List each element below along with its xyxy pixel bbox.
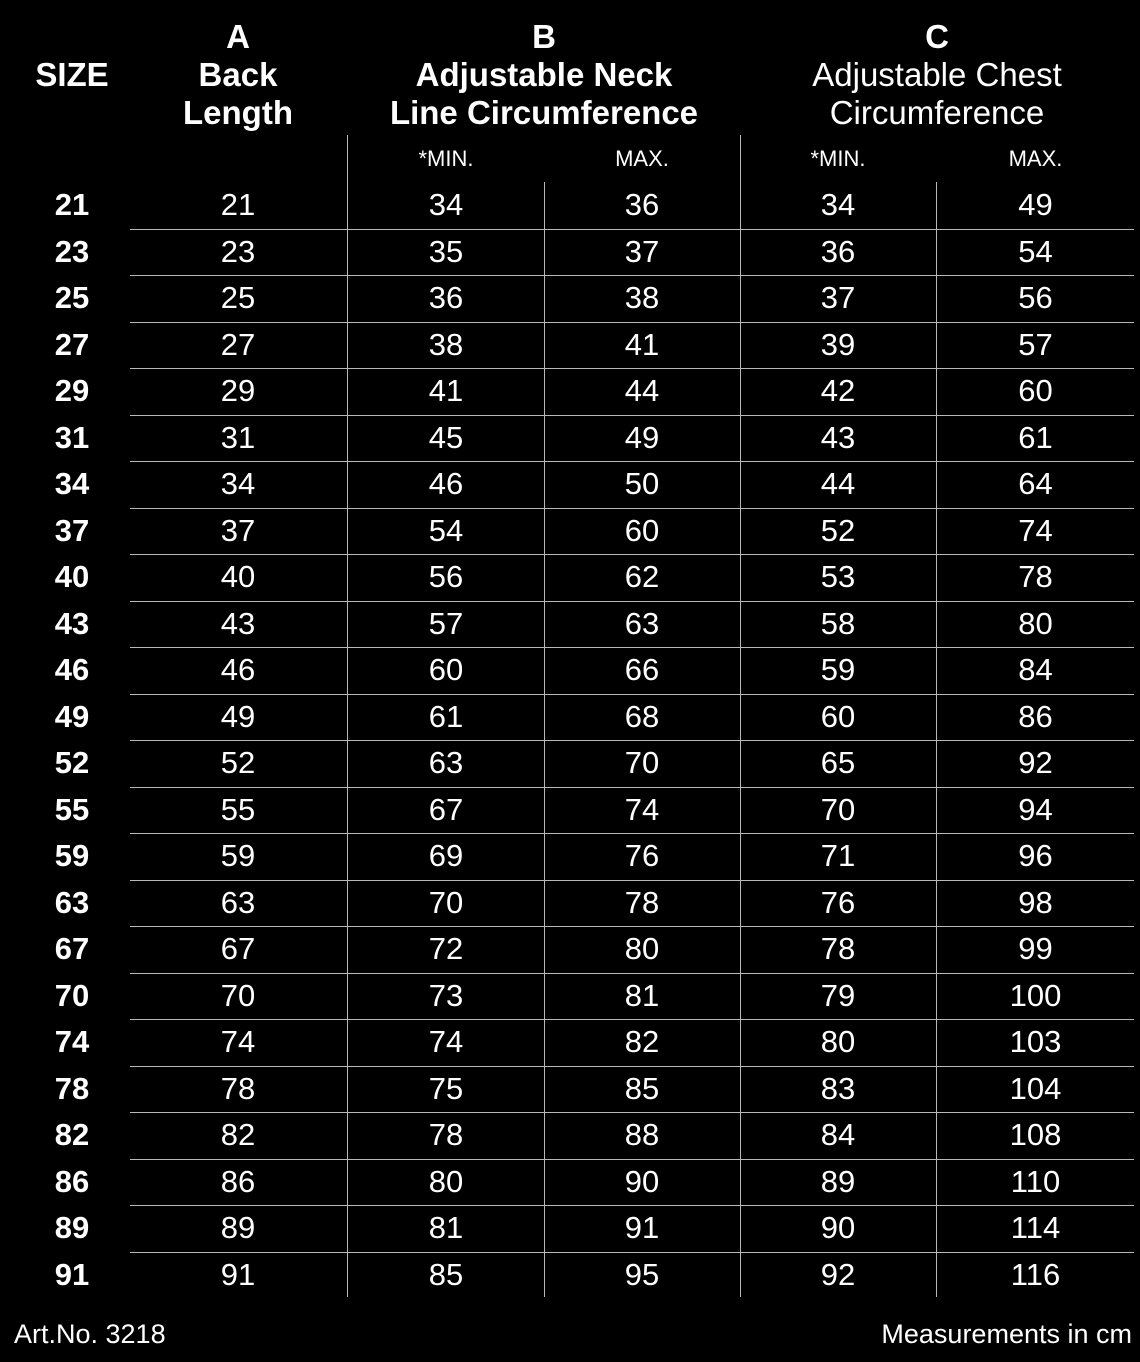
neck-max-cell: 49 xyxy=(624,419,660,455)
neck-max-cell: 44 xyxy=(624,373,660,408)
table-row xyxy=(0,1019,1140,1066)
header-b-line2: Line Circumference xyxy=(389,94,699,131)
table-row xyxy=(0,694,1140,741)
back-length-cell: 63 xyxy=(220,884,256,920)
chest-max-cell: 92 xyxy=(1018,745,1053,780)
size-cell: 23 xyxy=(54,233,90,269)
table-row xyxy=(0,647,1140,694)
size-cell: 49 xyxy=(54,698,90,734)
neck-min-cell: 35 xyxy=(428,233,464,269)
size-cell: 78 xyxy=(54,1070,90,1106)
chest-min-cell: 84 xyxy=(820,1117,856,1152)
measurement-units: Measurements in cm xyxy=(881,1319,1132,1349)
chest-min-cell: 44 xyxy=(820,466,856,501)
subheader-b-max: MAX. xyxy=(615,146,669,171)
neck-min-cell: 38 xyxy=(428,326,464,362)
chest-max-cell: 114 xyxy=(1010,1210,1061,1245)
chest-max-cell: 96 xyxy=(1018,838,1053,873)
chest-min-cell: 65 xyxy=(820,745,856,780)
table-row xyxy=(0,880,1140,927)
chest-max-cell: 86 xyxy=(1018,698,1053,734)
neck-min-cell: 36 xyxy=(428,280,464,315)
neck-max-cell: 38 xyxy=(624,280,660,315)
chest-min-cell: 37 xyxy=(820,280,856,315)
neck-min-cell: 56 xyxy=(428,559,464,594)
neck-max-cell: 60 xyxy=(624,512,660,548)
table-row xyxy=(0,833,1140,880)
neck-min-cell: 34 xyxy=(428,187,464,222)
chest-min-cell: 43 xyxy=(820,419,856,455)
size-cell: 52 xyxy=(54,745,90,780)
size-cell: 55 xyxy=(54,791,90,827)
neck-max-cell: 36 xyxy=(624,187,660,222)
neck-min-cell: 61 xyxy=(428,698,464,734)
chest-min-cell: 90 xyxy=(820,1210,856,1245)
chest-max-cell: 49 xyxy=(1018,187,1053,222)
chest-min-cell: 76 xyxy=(820,884,856,920)
chest-max-cell: 80 xyxy=(1018,605,1053,641)
chest-max-cell: 84 xyxy=(1018,652,1053,687)
size-cell: 67 xyxy=(54,931,90,966)
neck-max-cell: 90 xyxy=(624,1163,660,1199)
neck-max-cell: 82 xyxy=(624,1024,660,1059)
neck-max-cell: 37 xyxy=(624,233,660,269)
table-row xyxy=(0,554,1140,601)
size-cell: 40 xyxy=(54,559,90,594)
neck-max-cell: 80 xyxy=(624,931,660,966)
back-length-cell: 27 xyxy=(220,326,256,362)
chest-max-cell: 116 xyxy=(1010,1256,1061,1292)
neck-min-cell: 60 xyxy=(428,652,464,687)
chest-max-cell: 94 xyxy=(1018,791,1053,827)
chest-min-cell: 60 xyxy=(820,698,856,734)
neck-min-cell: 63 xyxy=(428,745,464,780)
table-row xyxy=(0,275,1140,322)
chest-min-cell: 53 xyxy=(820,559,856,594)
table-row xyxy=(0,1205,1140,1252)
neck-min-cell: 80 xyxy=(428,1163,464,1199)
back-length-cell: 67 xyxy=(220,931,256,966)
neck-max-cell: 91 xyxy=(624,1210,660,1245)
back-length-cell: 40 xyxy=(220,559,256,594)
back-length-cell: 49 xyxy=(220,698,256,734)
header-c-letter: C xyxy=(925,18,949,55)
header-a-line2: Length xyxy=(183,94,293,131)
chest-min-cell: 92 xyxy=(820,1256,856,1292)
neck-min-cell: 78 xyxy=(428,1117,464,1152)
neck-min-cell: 57 xyxy=(428,605,464,641)
table-row xyxy=(0,787,1140,834)
neck-min-cell: 85 xyxy=(428,1256,464,1292)
subheader-b-min: *MIN. xyxy=(418,146,474,171)
size-cell: 21 xyxy=(54,187,90,222)
table-row xyxy=(0,1252,1140,1299)
neck-min-cell: 73 xyxy=(428,977,464,1013)
neck-max-cell: 70 xyxy=(624,745,660,780)
neck-max-cell: 50 xyxy=(624,466,660,501)
header-c-line1: Adjustable Chest xyxy=(812,56,1062,93)
chest-max-cell: 64 xyxy=(1018,466,1053,501)
subheader-c-max: MAX. xyxy=(1008,146,1063,171)
back-length-cell: 70 xyxy=(220,977,256,1013)
table-row xyxy=(0,601,1140,648)
size-cell: 29 xyxy=(54,373,90,408)
chest-min-cell: 80 xyxy=(820,1024,856,1059)
chest-max-cell: 78 xyxy=(1018,559,1053,594)
neck-max-cell: 68 xyxy=(624,698,660,734)
size-cell: 70 xyxy=(54,977,90,1013)
back-length-cell: 55 xyxy=(220,791,256,827)
chest-min-cell: 39 xyxy=(820,326,856,362)
chest-max-cell: 60 xyxy=(1018,373,1053,408)
size-cell: 89 xyxy=(54,1210,90,1245)
neck-min-cell: 45 xyxy=(428,419,464,455)
header-a-line1: Back xyxy=(198,56,278,93)
chest-min-cell: 42 xyxy=(820,373,856,408)
chest-min-cell: 34 xyxy=(820,187,856,222)
back-length-cell: 89 xyxy=(220,1210,256,1245)
size-cell: 43 xyxy=(54,605,90,641)
chest-max-cell: 99 xyxy=(1018,931,1053,966)
size-cell: 86 xyxy=(54,1163,90,1199)
subheader-c-min: *MIN. xyxy=(810,146,866,171)
chest-min-cell: 58 xyxy=(820,605,856,641)
back-length-cell: 91 xyxy=(220,1256,256,1292)
back-length-cell: 21 xyxy=(220,187,256,222)
chest-max-cell: 54 xyxy=(1018,233,1053,269)
chest-min-cell: 83 xyxy=(820,1070,856,1106)
size-cell: 91 xyxy=(54,1256,90,1292)
neck-max-cell: 85 xyxy=(624,1070,660,1106)
chest-min-cell: 78 xyxy=(820,931,856,966)
table-row xyxy=(0,926,1140,973)
table-row xyxy=(0,322,1140,369)
neck-max-cell: 78 xyxy=(624,884,660,920)
size-cell: 31 xyxy=(54,419,90,455)
neck-min-cell: 70 xyxy=(428,884,464,920)
neck-max-cell: 63 xyxy=(624,605,660,641)
table-row xyxy=(0,508,1140,555)
header-size xyxy=(20,56,124,94)
chest-max-cell: 98 xyxy=(1018,884,1053,920)
neck-min-cell: 46 xyxy=(428,466,464,501)
table-row xyxy=(0,1159,1140,1206)
header-b xyxy=(348,18,740,132)
header-size-label: SIZE xyxy=(35,56,109,93)
neck-max-cell: 74 xyxy=(624,791,660,827)
neck-max-cell: 81 xyxy=(624,977,660,1013)
size-cell: 37 xyxy=(54,512,90,548)
header-a xyxy=(130,18,346,132)
neck-max-cell: 66 xyxy=(624,652,660,687)
back-length-cell: 23 xyxy=(220,233,256,269)
neck-min-cell: 67 xyxy=(428,791,464,827)
back-length-cell: 29 xyxy=(220,373,256,408)
chest-min-cell: 36 xyxy=(820,233,856,269)
chest-min-cell: 52 xyxy=(820,512,856,548)
neck-min-cell: 69 xyxy=(428,838,464,873)
back-length-cell: 78 xyxy=(220,1070,256,1106)
chest-min-cell: 59 xyxy=(820,652,856,687)
neck-min-cell: 75 xyxy=(428,1070,464,1106)
back-length-cell: 74 xyxy=(220,1024,256,1059)
back-length-cell: 46 xyxy=(220,652,256,687)
neck-min-cell: 74 xyxy=(428,1024,464,1059)
back-length-cell: 43 xyxy=(220,605,256,641)
chest-max-cell: 108 xyxy=(1009,1117,1062,1152)
chest-max-cell: 104 xyxy=(1009,1070,1062,1106)
chest-min-cell: 79 xyxy=(820,977,856,1013)
chest-max-cell: 100 xyxy=(1009,977,1062,1013)
size-cell: 46 xyxy=(54,652,90,687)
back-length-cell: 34 xyxy=(220,466,256,501)
chest-max-cell: 103 xyxy=(1009,1024,1062,1059)
size-cell: 25 xyxy=(54,280,90,315)
neck-max-cell: 41 xyxy=(624,326,660,362)
chest-max-cell: 110 xyxy=(1010,1163,1061,1199)
table-row xyxy=(0,461,1140,508)
neck-max-cell: 88 xyxy=(624,1117,660,1152)
chest-max-cell: 61 xyxy=(1018,419,1053,455)
table-row xyxy=(0,182,1140,229)
neck-min-cell: 54 xyxy=(428,512,464,548)
article-number: Art.No. 3218 xyxy=(14,1319,166,1349)
table-row xyxy=(0,973,1140,1020)
size-cell: 34 xyxy=(54,466,90,501)
neck-min-cell: 41 xyxy=(428,373,464,408)
size-cell: 27 xyxy=(54,326,90,362)
neck-min-cell: 72 xyxy=(428,931,464,966)
back-length-cell: 25 xyxy=(220,280,256,315)
back-length-cell: 59 xyxy=(220,838,256,873)
size-cell: 82 xyxy=(54,1117,90,1152)
size-cell: 63 xyxy=(54,884,90,920)
back-length-cell: 86 xyxy=(220,1163,256,1199)
back-length-cell: 52 xyxy=(220,745,256,780)
table-row xyxy=(0,229,1140,276)
chest-min-cell: 70 xyxy=(820,791,856,827)
neck-max-cell: 95 xyxy=(624,1256,660,1292)
header-a-letter: A xyxy=(226,18,250,55)
neck-max-cell: 76 xyxy=(624,838,660,873)
chest-min-cell: 89 xyxy=(820,1163,856,1199)
size-cell: 74 xyxy=(54,1024,90,1059)
back-length-cell: 37 xyxy=(220,512,256,548)
header-c xyxy=(740,18,1134,132)
back-length-cell: 31 xyxy=(220,419,256,455)
table-row xyxy=(0,740,1140,787)
chest-min-cell: 71 xyxy=(820,838,856,873)
neck-min-cell: 81 xyxy=(428,1210,464,1245)
header-b-line1: Adjustable Neck xyxy=(415,56,673,93)
header-b-letter: B xyxy=(532,18,556,55)
table-row xyxy=(0,415,1140,462)
table-row xyxy=(0,1112,1140,1159)
size-cell: 59 xyxy=(54,838,90,873)
chest-max-cell: 56 xyxy=(1018,280,1053,315)
neck-max-cell: 62 xyxy=(624,559,660,594)
header-c-line2: Circumference xyxy=(829,94,1045,131)
chest-max-cell: 74 xyxy=(1018,512,1053,548)
back-length-cell: 82 xyxy=(220,1117,256,1152)
table-row xyxy=(0,368,1140,415)
chest-max-cell: 57 xyxy=(1018,326,1053,362)
table-row xyxy=(0,1066,1140,1113)
